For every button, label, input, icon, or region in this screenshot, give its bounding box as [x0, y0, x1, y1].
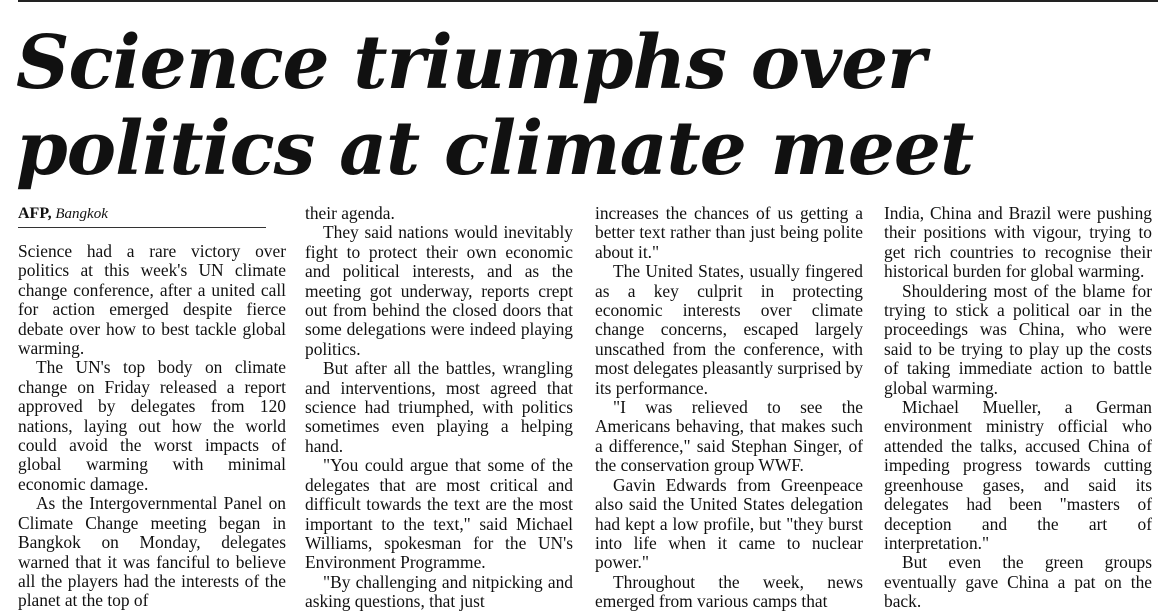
article-column-2	[305, 204, 573, 615]
paragraph: Throughout the week, news emerged from various camps that	[595, 571, 863, 612]
paragraph: Michael Mueller, a German environment ministry official who attended the talks, accused China of impeding progress towards cutting greenhouse gases, and said its delegates had been "masters of deception and the art of interpretation."	[884, 397, 1152, 553]
paragraph: "You could argue that some of the delegates that are most critical and difficult towards the text are the most important to the text," said Michael Williams, spokesman for the UN's Environment Programme.	[305, 455, 573, 573]
paragraph: They said nations would inevitably fight to protect their own economic and political interests, and as the meeting got underway, reports crept out from behind the closed doors that some delegations were indeed playing politics.	[305, 222, 573, 359]
article-column-4	[884, 204, 1152, 615]
top-rule	[18, 0, 1158, 2]
article-column-3	[595, 204, 863, 615]
byline	[18, 204, 266, 228]
paragraph: "I was relieved to see the Americans behaving, that makes such a difference," said Stephan Singer, of the conservation group WWF.	[595, 397, 863, 476]
byline-agency: AFP,	[18, 205, 52, 222]
byline-location: Bangkok	[55, 206, 108, 222]
paragraph: Gavin Edwards from Greenpeace also said the United States delegation had kept a low profile, but "they burst into life when it came to nuclear power."	[595, 474, 863, 573]
headline: Science triumphs over politics at climate meet	[16, 20, 974, 192]
article-column-1	[18, 204, 286, 615]
paragraph: increases the chances of us getting a better text rather than just being polite about it."	[595, 204, 863, 262]
paragraph: The United States, usually fingered as a key culprit in protecting economic interests over climate change concerns, escaped largely unscathed from the conference, with most delegates pleasantly surprised by its performance.	[595, 261, 863, 398]
paragraph: But even the green groups eventually gave China a pat on the back.	[884, 552, 1152, 612]
paragraph: India, China and Brazil were pushing their positions with vigour, trying to get rich countries to recognise their historical burden for global warming.	[884, 204, 1152, 282]
paragraph: "By challenging and nitpicking and asking questions, that just	[305, 571, 573, 612]
paragraph: Science had a rare victory over politics at this week's UN climate change conference, after a united call for action emerged despite fierce debate over how to best tackle global warming.	[18, 241, 286, 359]
paragraph: The UN's top body on climate change on Friday released a report approved by delegates from 120 nations, laying out how the world could avoid the worst impacts of global warming with minimal economic damage.	[18, 357, 286, 494]
paragraph: Shouldering most of the blame for trying to stick a political oar in the proceedings was China, who were said to be trying to play up the costs of taking immediate action to battle global warming.	[884, 280, 1152, 398]
paragraph: their agenda.	[305, 204, 395, 223]
paragraph: As the Intergovernmental Panel on Climate Change meeting began in Bangkok on Monday, delegates warned that it was fanciful to believe all the players had the interests of the planet at the top of	[18, 493, 286, 611]
paragraph: But after all the battles, wrangling and interventions, most agreed that science had triumphed, with politics sometimes even playing a helping hand.	[305, 358, 573, 456]
